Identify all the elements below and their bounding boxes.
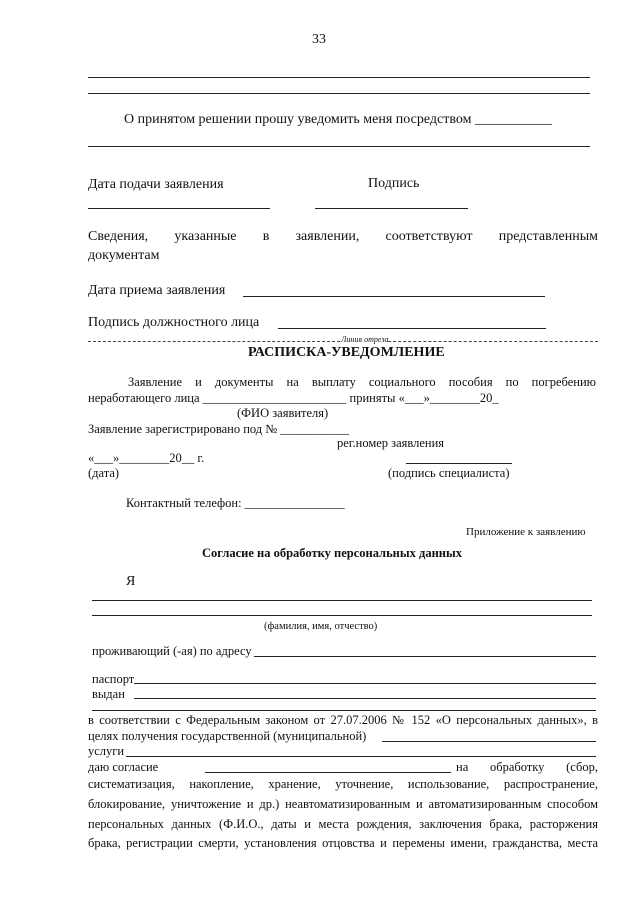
law-line-2: целях получения государственной (муниципальной) bbox=[88, 729, 367, 743]
receipt-date-value: «___»________20__ г. bbox=[88, 451, 205, 465]
cut-line-right bbox=[388, 341, 598, 342]
para-line-2: блокирование, уничтожение и др.) неавтоматизированным и автоматизированным способом bbox=[88, 797, 598, 811]
phone-label: Контактный телефон: ________________ bbox=[126, 496, 345, 510]
passport-label: паспорт bbox=[92, 672, 135, 686]
page-number: 33 bbox=[312, 32, 326, 47]
info-line-1: Сведения, указанные в заявлении, соответствуют представленным bbox=[88, 229, 598, 244]
receipt-date-label: Дата приема заявления bbox=[88, 283, 226, 298]
registered-text: Заявление зарегистрировано под № ___________ bbox=[88, 422, 350, 436]
blank-line bbox=[88, 146, 590, 147]
law-line-1: в соответствии с Федеральным законом от 27.07.2006 № 152 «О персональных данных», в bbox=[88, 713, 598, 727]
specialist-signature-line bbox=[406, 463, 512, 464]
name-caption: (фамилия, имя, отчество) bbox=[264, 621, 378, 632]
info-line-2: документам bbox=[88, 248, 160, 263]
date-blank-line bbox=[88, 208, 270, 209]
official-signature-blank-line bbox=[278, 328, 546, 329]
notify-text: О принятом решении прошу уведомить меня посредством ___________ bbox=[124, 112, 552, 127]
para-line-1: систематизация, накопление, хранение, уточнение, использование, распространение, bbox=[88, 777, 598, 791]
para-line-4: брака, регистрации смерти, установления отцовства и перемены имени, гражданства, места bbox=[88, 836, 598, 850]
passport-blank-line bbox=[134, 683, 596, 684]
cut-line-label: Линия отреза bbox=[341, 335, 389, 344]
receipt-line-2: неработающего лица _______________________ приняты «___»________20_ bbox=[88, 391, 499, 405]
blank-line bbox=[88, 77, 590, 78]
name-blank-line bbox=[92, 600, 592, 601]
service-blank-line bbox=[382, 741, 596, 742]
receipt-line-1: Заявление и документы на выплату социального пособия по погребению bbox=[128, 375, 596, 389]
i-label: Я bbox=[126, 574, 136, 589]
service-label: услуги bbox=[88, 744, 125, 758]
signature-blank-line bbox=[315, 208, 468, 209]
address-label: проживающий (-ая) по адресу bbox=[92, 644, 252, 658]
issued-label: выдан bbox=[92, 687, 125, 701]
date-label: Дата подачи заявления bbox=[88, 177, 224, 192]
receipt-date-blank-line bbox=[243, 296, 545, 297]
applicant-caption: (ФИО заявителя) bbox=[237, 406, 329, 420]
service-blank-line-2 bbox=[126, 756, 596, 757]
date-caption: (дата) bbox=[88, 466, 120, 480]
processing-label: на обработку (сбор, bbox=[456, 760, 598, 774]
issued-blank-line bbox=[134, 698, 596, 699]
cut-line-left bbox=[88, 341, 340, 342]
blank-line bbox=[88, 93, 590, 94]
blank-line bbox=[92, 710, 596, 711]
give-label: даю согласие bbox=[88, 760, 159, 774]
specialist-caption: (подпись специалиста) bbox=[388, 466, 510, 480]
para-line-3: персональных данных (Ф.И.О., даты и места рождения, заключения брака, расторжения bbox=[88, 817, 598, 831]
official-signature-label: Подпись должностного лица bbox=[88, 315, 260, 330]
name-blank-line bbox=[92, 615, 592, 616]
address-blank-line bbox=[254, 656, 596, 657]
receipt-title: РАСПИСКА-УВЕДОМЛЕНИЕ bbox=[248, 345, 445, 360]
reg-number-caption: рег.номер заявления bbox=[337, 436, 445, 450]
consent-title: Согласие на обработку персональных данных bbox=[202, 546, 463, 560]
give-blank-line bbox=[205, 772, 451, 773]
signature-label: Подпись bbox=[368, 176, 420, 191]
attachment-label: Приложение к заявлению bbox=[466, 526, 586, 538]
